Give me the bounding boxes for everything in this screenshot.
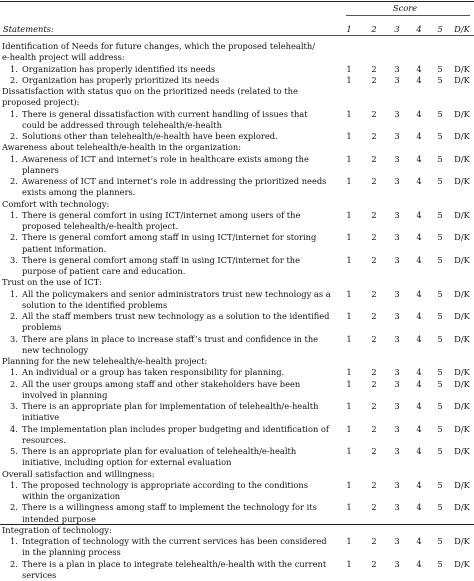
score-option-dk[interactable]: D/K bbox=[451, 367, 473, 378]
score-option-3[interactable]: 3 bbox=[390, 232, 404, 243]
score-option-3[interactable]: 3 bbox=[390, 401, 404, 412]
score-option-dk[interactable]: D/K bbox=[451, 109, 473, 120]
score-option-1[interactable]: 1 bbox=[342, 446, 356, 457]
score-option-3[interactable]: 3 bbox=[390, 559, 404, 570]
score-option-dk[interactable]: D/K bbox=[451, 559, 473, 570]
score-option-2[interactable]: 2 bbox=[367, 559, 381, 570]
item-number: 1. bbox=[10, 109, 18, 120]
score-option-3[interactable]: 3 bbox=[390, 154, 404, 165]
item-number: 1. bbox=[10, 289, 18, 300]
score-option-2[interactable]: 2 bbox=[367, 75, 381, 86]
table-row bbox=[0, 401, 332, 424]
score-underline bbox=[346, 15, 470, 16]
item-statement: There is a willingness among staff to implement the technology for its intended purpose bbox=[22, 502, 317, 523]
score-option-3[interactable]: 3 bbox=[390, 109, 404, 120]
score-option-4[interactable]: 4 bbox=[412, 424, 426, 435]
column-heading-4: 4 bbox=[412, 24, 426, 35]
score-option-4[interactable]: 4 bbox=[412, 154, 426, 165]
item-number: 2. bbox=[10, 379, 18, 390]
score-option-1[interactable]: 1 bbox=[342, 334, 356, 345]
item-number: 2. bbox=[10, 131, 18, 142]
score-option-dk[interactable]: D/K bbox=[451, 311, 473, 322]
item-statement: There is an appropriate plan for implementation of telehealth/e-health initiative bbox=[22, 401, 318, 422]
score-option-4[interactable]: 4 bbox=[412, 536, 426, 547]
score-option-1[interactable]: 1 bbox=[342, 131, 356, 142]
section-title: Identification of Needs for future changes, which the proposed telehealth/ e-health project will address: bbox=[0, 41, 322, 64]
column-heading-3: 3 bbox=[390, 24, 404, 35]
score-option-5[interactable]: 5 bbox=[433, 255, 447, 266]
score-option-2[interactable]: 2 bbox=[367, 424, 381, 435]
score-option-2[interactable]: 2 bbox=[367, 255, 381, 266]
table-row bbox=[0, 131, 332, 142]
score-option-4[interactable]: 4 bbox=[412, 176, 426, 187]
score-option-3[interactable]: 3 bbox=[390, 424, 404, 435]
table-row bbox=[0, 536, 332, 559]
item-number: 1. bbox=[10, 367, 18, 378]
score-option-5[interactable]: 5 bbox=[433, 131, 447, 142]
score-option-5[interactable]: 5 bbox=[433, 401, 447, 412]
score-option-5[interactable]: 5 bbox=[433, 311, 447, 322]
item-number: 1. bbox=[10, 154, 18, 165]
score-option-1[interactable]: 1 bbox=[342, 367, 356, 378]
score-option-3[interactable]: 3 bbox=[390, 176, 404, 187]
score-option-2[interactable]: 2 bbox=[367, 536, 381, 547]
score-option-2[interactable]: 2 bbox=[367, 154, 381, 165]
score-option-2[interactable]: 2 bbox=[367, 64, 381, 75]
score-option-5[interactable]: 5 bbox=[433, 176, 447, 187]
score-option-2[interactable]: 2 bbox=[367, 232, 381, 243]
score-option-4[interactable]: 4 bbox=[412, 401, 426, 412]
score-option-3[interactable]: 3 bbox=[390, 536, 404, 547]
score-option-1[interactable]: 1 bbox=[342, 401, 356, 412]
score-option-4[interactable]: 4 bbox=[412, 502, 426, 513]
table-row bbox=[0, 367, 332, 378]
column-heading-2: 2 bbox=[367, 24, 381, 35]
table-row bbox=[0, 176, 332, 199]
score-option-3[interactable]: 3 bbox=[390, 480, 404, 491]
item-statement: An individual or a group has taken responsibility for planning. bbox=[22, 367, 284, 377]
table-row bbox=[0, 502, 332, 525]
table-row bbox=[0, 232, 332, 255]
item-statement: There is a plan in place to integrate telehealth/e-health with the current services bbox=[22, 559, 326, 580]
score-option-2[interactable]: 2 bbox=[367, 379, 381, 390]
item-number: 3. bbox=[10, 255, 18, 266]
section-title: Integration of technology: bbox=[0, 525, 322, 536]
score-option-5[interactable]: 5 bbox=[433, 232, 447, 243]
section-title: Trust on the use of ICT: bbox=[0, 277, 322, 288]
section-title: Dissatisfaction with status quo on the prioritized needs (related to the proposed project): bbox=[0, 86, 322, 109]
item-statement: There is general comfort among staff in using ICT/internet for storing patient information. bbox=[22, 232, 316, 253]
header-rule bbox=[0, 35, 474, 36]
score-option-4[interactable]: 4 bbox=[412, 232, 426, 243]
table-bottom-rule bbox=[0, 524, 474, 525]
item-number: 1. bbox=[10, 64, 18, 75]
item-statement: The proposed technology is appropriate according to the conditions within the organization bbox=[22, 480, 308, 501]
score-option-4[interactable]: 4 bbox=[412, 75, 426, 86]
item-number: 1. bbox=[10, 536, 18, 547]
item-statement: Awareness of ICT and internet’s role in healthcare exists among the planners bbox=[22, 154, 309, 175]
score-option-4[interactable]: 4 bbox=[412, 379, 426, 390]
score-option-4[interactable]: 4 bbox=[412, 559, 426, 570]
item-statement: Organization has properly identified its needs bbox=[22, 64, 215, 74]
score-option-1[interactable]: 1 bbox=[342, 109, 356, 120]
score-option-3[interactable]: 3 bbox=[390, 255, 404, 266]
score-option-dk[interactable]: D/K bbox=[451, 334, 473, 345]
score-option-5[interactable]: 5 bbox=[433, 480, 447, 491]
score-option-3[interactable]: 3 bbox=[390, 446, 404, 457]
score-heading: Score bbox=[392, 3, 418, 14]
score-option-5[interactable]: 5 bbox=[433, 154, 447, 165]
score-option-1[interactable]: 1 bbox=[342, 75, 356, 86]
table-row bbox=[0, 334, 332, 357]
score-option-4[interactable]: 4 bbox=[412, 480, 426, 491]
item-number: 2. bbox=[10, 311, 18, 322]
score-option-1[interactable]: 1 bbox=[342, 64, 356, 75]
score-option-4[interactable]: 4 bbox=[412, 210, 426, 221]
score-option-dk[interactable]: D/K bbox=[451, 176, 473, 187]
score-option-5[interactable]: 5 bbox=[433, 210, 447, 221]
column-heading-1: 1 bbox=[342, 24, 356, 35]
item-number: 2. bbox=[10, 559, 18, 570]
score-option-5[interactable]: 5 bbox=[433, 367, 447, 378]
table-row bbox=[0, 446, 332, 469]
score-option-3[interactable]: 3 bbox=[390, 75, 404, 86]
score-option-1[interactable]: 1 bbox=[342, 210, 356, 221]
item-statement: All the policymakers and senior administrators trust new technology as a solution to the identified problems bbox=[22, 289, 331, 310]
item-statement: There is general comfort in using ICT/internet among users of the proposed telehealth/e-health project. bbox=[22, 210, 300, 231]
score-option-dk[interactable]: D/K bbox=[451, 401, 473, 412]
score-option-5[interactable]: 5 bbox=[433, 446, 447, 457]
score-option-4[interactable]: 4 bbox=[412, 334, 426, 345]
table-row bbox=[0, 109, 332, 132]
score-option-1[interactable]: 1 bbox=[342, 536, 356, 547]
table-row bbox=[0, 210, 332, 233]
score-option-1[interactable]: 1 bbox=[342, 424, 356, 435]
table-row bbox=[0, 289, 332, 312]
item-statement: There is general comfort among staff in using ICT/internet for the purpose of patient care and education. bbox=[22, 255, 300, 276]
score-option-dk[interactable]: D/K bbox=[451, 131, 473, 142]
table-row bbox=[0, 311, 332, 334]
item-statement: All the user groups among staff and other stakeholders have been involved in planning bbox=[22, 379, 300, 400]
score-option-3[interactable]: 3 bbox=[390, 210, 404, 221]
item-statement: There is an appropriate plan for evaluation of telehealth/e-health initiative, including option for external evaluation bbox=[22, 446, 296, 467]
score-option-3[interactable]: 3 bbox=[390, 311, 404, 322]
score-option-2[interactable]: 2 bbox=[367, 480, 381, 491]
score-option-1[interactable]: 1 bbox=[342, 379, 356, 390]
section-title: Overall satisfaction and willingness: bbox=[0, 469, 322, 480]
section-title: Comfort with technology: bbox=[0, 199, 322, 210]
table-row bbox=[0, 64, 332, 75]
score-option-5[interactable]: 5 bbox=[433, 75, 447, 86]
item-number: 2. bbox=[10, 502, 18, 513]
score-option-4[interactable]: 4 bbox=[412, 109, 426, 120]
item-number: 2. bbox=[10, 176, 18, 187]
table-row bbox=[0, 255, 332, 278]
item-number: 5. bbox=[10, 446, 18, 457]
score-option-2[interactable]: 2 bbox=[367, 367, 381, 378]
score-option-1[interactable]: 1 bbox=[342, 232, 356, 243]
score-option-5[interactable]: 5 bbox=[433, 289, 447, 300]
score-option-1[interactable]: 1 bbox=[342, 176, 356, 187]
score-option-3[interactable]: 3 bbox=[390, 502, 404, 513]
score-option-4[interactable]: 4 bbox=[412, 446, 426, 457]
score-option-2[interactable]: 2 bbox=[367, 401, 381, 412]
score-option-4[interactable]: 4 bbox=[412, 64, 426, 75]
score-option-5[interactable]: 5 bbox=[433, 536, 447, 547]
score-option-dk[interactable]: D/K bbox=[451, 502, 473, 513]
table-row bbox=[0, 480, 332, 503]
item-statement: Solutions other than telehealth/e-health have been explored. bbox=[22, 131, 278, 141]
score-option-1[interactable]: 1 bbox=[342, 502, 356, 513]
score-option-5[interactable]: 5 bbox=[433, 109, 447, 120]
table-row bbox=[0, 424, 332, 447]
score-option-3[interactable]: 3 bbox=[390, 131, 404, 142]
score-option-1[interactable]: 1 bbox=[342, 289, 356, 300]
score-option-3[interactable]: 3 bbox=[390, 64, 404, 75]
score-option-5[interactable]: 5 bbox=[433, 424, 447, 435]
score-option-2[interactable]: 2 bbox=[367, 289, 381, 300]
score-option-2[interactable]: 2 bbox=[367, 311, 381, 322]
item-statement: The implementation plan includes proper budgeting and identification of resources. bbox=[22, 424, 329, 445]
item-statement: All the staff members trust new technology as a solution to the identified problems bbox=[22, 311, 329, 332]
score-option-5[interactable]: 5 bbox=[433, 334, 447, 345]
score-option-dk[interactable]: D/K bbox=[451, 379, 473, 390]
score-option-dk[interactable]: D/K bbox=[451, 255, 473, 266]
score-option-2[interactable]: 2 bbox=[367, 131, 381, 142]
item-statement: Integration of technology with the current services has been considered in the planning process bbox=[22, 536, 327, 557]
table-row bbox=[0, 559, 332, 581]
score-option-1[interactable]: 1 bbox=[342, 311, 356, 322]
item-statement: Awareness of ICT and internet’s role in addressing the prioritized needs exists among the planners. bbox=[22, 176, 326, 197]
score-option-2[interactable]: 2 bbox=[367, 210, 381, 221]
score-option-dk[interactable]: D/K bbox=[451, 75, 473, 86]
score-option-4[interactable]: 4 bbox=[412, 311, 426, 322]
score-option-dk[interactable]: D/K bbox=[451, 64, 473, 75]
score-option-dk[interactable]: D/K bbox=[451, 210, 473, 221]
score-option-dk[interactable]: D/K bbox=[451, 480, 473, 491]
score-option-2[interactable]: 2 bbox=[367, 446, 381, 457]
score-option-1[interactable]: 1 bbox=[342, 154, 356, 165]
item-statement: There is general dissatisfaction with current handling of issues that could be addressed through telehealth/e-health bbox=[22, 109, 308, 130]
score-option-4[interactable]: 4 bbox=[412, 367, 426, 378]
item-number: 4. bbox=[10, 424, 18, 435]
section-title: Planning for the new telehealth/e-health project: bbox=[0, 356, 322, 367]
table-row bbox=[0, 75, 332, 86]
score-option-2[interactable]: 2 bbox=[367, 109, 381, 120]
score-option-3[interactable]: 3 bbox=[390, 334, 404, 345]
score-option-dk[interactable]: D/K bbox=[451, 424, 473, 435]
item-number: 1. bbox=[10, 480, 18, 491]
item-number: 2. bbox=[10, 75, 18, 86]
score-option-4[interactable]: 4 bbox=[412, 289, 426, 300]
score-option-dk[interactable]: D/K bbox=[451, 446, 473, 457]
score-option-1[interactable]: 1 bbox=[342, 559, 356, 570]
item-number: 1. bbox=[10, 210, 18, 221]
score-option-3[interactable]: 3 bbox=[390, 289, 404, 300]
score-option-1[interactable]: 1 bbox=[342, 480, 356, 491]
score-option-2[interactable]: 2 bbox=[367, 502, 381, 513]
column-heading-5: 5 bbox=[433, 24, 447, 35]
table-top-rule bbox=[0, 1, 474, 2]
score-option-3[interactable]: 3 bbox=[390, 367, 404, 378]
score-option-dk[interactable]: D/K bbox=[451, 232, 473, 243]
score-option-dk[interactable]: D/K bbox=[451, 536, 473, 547]
score-option-1[interactable]: 1 bbox=[342, 255, 356, 266]
score-option-dk[interactable]: D/K bbox=[451, 289, 473, 300]
item-statement: Organization has properly prioritized its needs bbox=[22, 75, 219, 85]
score-option-3[interactable]: 3 bbox=[390, 379, 404, 390]
score-option-2[interactable]: 2 bbox=[367, 334, 381, 345]
item-number: 3. bbox=[10, 334, 18, 345]
score-option-5[interactable]: 5 bbox=[433, 502, 447, 513]
score-option-5[interactable]: 5 bbox=[433, 64, 447, 75]
item-statement: There are plans in place to increase staff’s trust and confidence in the new technology bbox=[22, 334, 318, 355]
table-header-row bbox=[0, 24, 474, 35]
score-option-4[interactable]: 4 bbox=[412, 131, 426, 142]
score-option-5[interactable]: 5 bbox=[433, 379, 447, 390]
table-row bbox=[0, 154, 332, 177]
column-heading-dk: D/K bbox=[451, 24, 473, 35]
statements-table bbox=[0, 41, 474, 581]
section-title: Awareness about telehealth/e-health in the organization: bbox=[0, 142, 322, 153]
table-row bbox=[0, 379, 332, 402]
score-option-5[interactable]: 5 bbox=[433, 559, 447, 570]
item-number: 2. bbox=[10, 232, 18, 243]
score-option-2[interactable]: 2 bbox=[367, 176, 381, 187]
score-option-4[interactable]: 4 bbox=[412, 255, 426, 266]
score-option-dk[interactable]: D/K bbox=[451, 154, 473, 165]
statements-heading: Statements: bbox=[3, 24, 54, 35]
item-number: 3. bbox=[10, 401, 18, 412]
